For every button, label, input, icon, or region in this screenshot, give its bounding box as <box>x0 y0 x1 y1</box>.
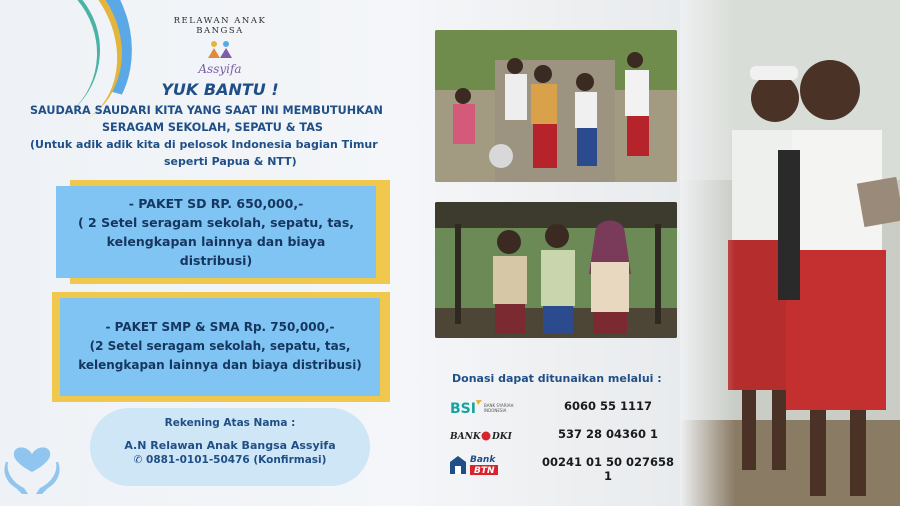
package-sd-title: - PAKET SD RP. 650,000,- <box>128 196 304 211</box>
bank-number-dki: 537 28 04360 1 <box>557 427 659 441</box>
svg-text:Bank: Bank <box>470 455 496 465</box>
subtitle <box>30 102 420 170</box>
package-smp-title: - PAKET SMP & SMA Rp. 750,000,- <box>105 320 335 334</box>
svg-text:DKI: DKI <box>492 432 512 442</box>
account-label: Rekening Atas Nama : <box>164 417 296 429</box>
package-sd-desc-1: ( 2 Setel seragam sekolah, sepatu, tas, <box>77 215 355 230</box>
logo-arc-text: RELAWAN ANAK BANGSA <box>173 16 267 36</box>
donation-title: Donasi dapat ditunaikan melalui : <box>452 372 662 385</box>
bank-btn-logo-icon <box>448 452 528 476</box>
bsi-logo-icon <box>448 396 528 420</box>
bank-dki-logo-icon <box>448 424 528 448</box>
account-phone <box>90 453 370 468</box>
package-sd-desc-3: distribusi) <box>179 253 253 268</box>
bank-number-btn: 00241 01 50 027658 1 <box>541 455 675 483</box>
package-smp-card <box>60 298 380 396</box>
subtitle-note-1: (Untuk adik adik kita di pelosok Indonesia bagian Timur <box>30 138 378 151</box>
svg-text:BANK: BANK <box>450 432 481 442</box>
svg-text:BTN: BTN <box>474 466 495 476</box>
svg-text:INDONESIA: INDONESIA <box>484 408 507 413</box>
svg-text:BSI: BSI <box>450 401 476 417</box>
phone-icon: ✆ <box>133 454 147 466</box>
svg-text:BANK SYARIAH: BANK SYARIAH <box>484 403 514 408</box>
subtitle-note-2: seperti Papua & NTT) <box>164 155 297 168</box>
package-sd-desc-2: kelengkapan lainnya dan biaya <box>106 234 326 249</box>
organization-logo <box>160 6 280 76</box>
bank-row-dki <box>448 424 678 448</box>
account-info-pill <box>90 408 370 486</box>
package-smp-desc-1: (2 Setel seragam sekolah, sepatu, tas, <box>89 339 351 353</box>
logo-figure-icon <box>200 38 240 60</box>
subtitle-line-2: SERAGAM SEKOLAH, SEPATU & TAS <box>102 121 323 134</box>
bank-number-bsi: 6060 55 1117 <box>563 399 653 413</box>
background-photo-children <box>680 0 900 506</box>
subtitle-line-1: SAUDARA SAUDARI KITA YANG SAAT INI MEMBUTUHKAN <box>30 104 383 117</box>
bank-row-btn <box>448 452 678 483</box>
account-phone-number: 0881-0101-50476 (Konfirmasi) <box>146 454 327 466</box>
logo-script-text: Assyifa <box>198 62 242 76</box>
headline: YUK BANTU ! <box>161 80 279 99</box>
package-smp-desc-2: kelengkapan lainnya dan biaya distribusi) <box>78 358 362 372</box>
package-sd-card <box>56 186 376 278</box>
bank-row-bsi <box>448 396 678 420</box>
photo-children-walking <box>435 30 677 182</box>
hands-heart-icon <box>2 432 62 496</box>
photo-three-children <box>435 202 677 338</box>
account-name: A.N Relawan Anak Bangsa Assyifa <box>124 439 336 452</box>
